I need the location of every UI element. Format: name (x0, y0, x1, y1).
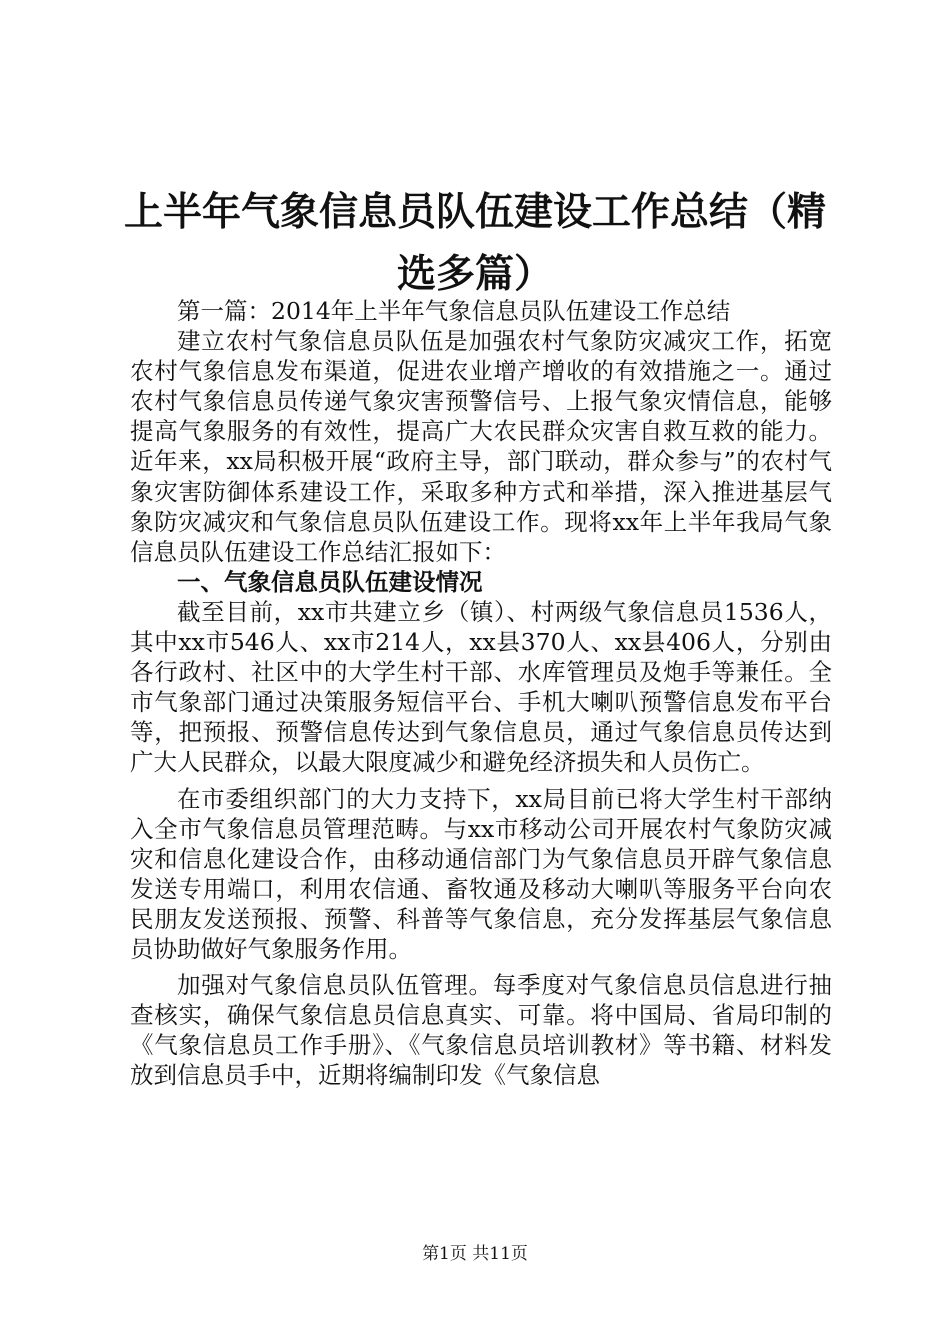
paragraph-1: 截至目前，xx市共建立乡（镇）、村两级气象信息员1536人，其中xx市546人、xx市214人，xx县370人、xx县406人，分别由各行政村、社区中的大学生村干部、水库管理员及炮手等兼任。全市气象部门通过决策服务短信平台、手机大喇叭预警信息发布平台等，把预报、预警信息传达到气象信息员，通过气象信息员传达到广大人民群众，以最大限度减少和避免经济损失和人员伤亡。 (130, 597, 832, 777)
paragraph-intro: 建立农村气象信息员队伍是加强农村气象防灾减灾工作，拓宽农村气象信息发布渠道，促进农业增产增收的有效措施之一。通过农村气象信息员传递气象灾害预警信号、上报气象灾情信息，能够提高气象服务的有效性，提高广大农民群众灾害自救互救的能力。近年来，xx局积极开展“政府主导，部门联动，群众参与”的农村气象灾害防御体系建设工作，采取多种方式和举措，深入推进基层气象防灾减灾和气象信息员队伍建设工作。现将xx年上半年我局气象信息员队伍建设工作总结汇报如下： (130, 327, 832, 566)
paragraph-3: 加强对气象信息员队伍管理。每季度对气象信息员信息进行抽查核实，确保气象信息员信息真实、可靠。将中国局、省局印制的《气象信息员工作手册》、《气象信息员培训教材》等书籍、材料发放到信息员手中，近期将编制印发《气象信息 (130, 971, 832, 1090)
document-title: 上半年气象信息员队伍建设工作总结（精选多篇） (123, 190, 826, 297)
document-body (130, 296, 832, 1090)
paragraph-2: 在市委组织部门的大力支持下，xx局目前已将大学生村干部纳入全市气象信息员管理范畴。与xx市移动公司开展农村气象防灾减灾和信息化建设合作，由移动通信部门为气象信息员开辟气象信息发送专用端口，利用农信通、畜牧通及移动大喇叭等服务平台向农民朋友发送预报、预警、科普等气象信息，充分发挥基层气象信息员协助做好气象服务作用。 (130, 784, 832, 963)
section-heading: 第一篇：2014年上半年气象信息员队伍建设工作总结 (177, 297, 731, 325)
page-footer: 第1页 共11页 (422, 1244, 528, 1264)
subheading-1: 一、气象信息员队伍建设情况 (177, 567, 483, 596)
